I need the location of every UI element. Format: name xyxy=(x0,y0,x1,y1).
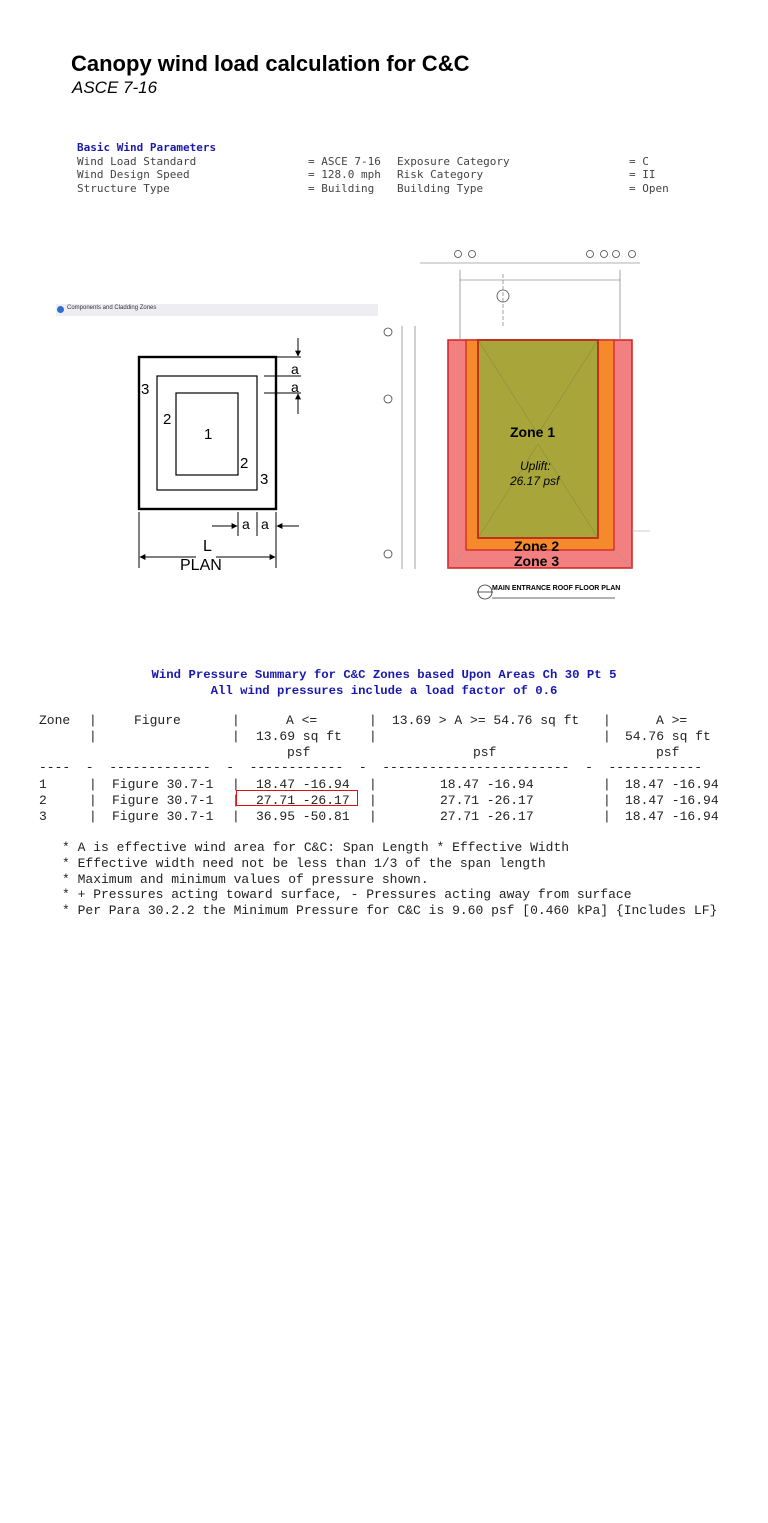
row-zone: 1 xyxy=(39,777,47,792)
col-separator: | xyxy=(603,777,611,792)
col-separator: | xyxy=(89,729,97,744)
col-header-large-area: A >= xyxy=(656,713,688,728)
param-label: Building Type xyxy=(397,181,484,195)
row-value-small: 36.95 -50.81 xyxy=(256,809,350,824)
row-value-mid: 18.47 -16.94 xyxy=(440,777,534,792)
param-value: = C xyxy=(629,154,649,168)
col-unit: psf xyxy=(287,745,311,760)
row-value-large: 18.47 -16.94 xyxy=(625,777,719,792)
col-separator: | xyxy=(232,729,240,744)
zone-1-title: Zone 1 xyxy=(510,424,556,440)
page-subtitle: ASCE 7-16 xyxy=(72,78,158,97)
col-header-large-area-2: 54.76 sq ft xyxy=(625,729,711,744)
row-value-large: 18.47 -16.94 xyxy=(625,793,719,808)
notes-list xyxy=(62,840,717,919)
param-label: Wind Design Speed xyxy=(77,168,190,181)
col-separator: | xyxy=(369,713,377,728)
zone-2-label: 2 xyxy=(163,411,172,428)
zone-2-label: 2 xyxy=(240,455,249,472)
param-label: Wind Load Standard xyxy=(77,154,197,168)
zone-3-label: 3 xyxy=(260,471,269,488)
col-header-mid-area: 13.69 > A >= 54.76 sq ft xyxy=(392,713,580,728)
basic-wind-parameters xyxy=(77,141,669,195)
uplift-label: Uplift: xyxy=(520,459,551,473)
plan-label: PLAN xyxy=(180,557,222,574)
param-value: = Building xyxy=(308,181,375,195)
zones-figure-header: Components and Cladding Zones xyxy=(67,305,157,311)
col-separator: | xyxy=(89,809,97,824)
params-header: Basic Wind Parameters xyxy=(77,141,217,154)
row-zone: 3 xyxy=(39,809,47,824)
col-separator: | xyxy=(603,729,611,744)
col-header-small-area: A <= xyxy=(286,713,318,728)
zone-3-label: 3 xyxy=(141,381,150,398)
params-row xyxy=(77,168,656,182)
row-value-mid: 27.71 -26.17 xyxy=(440,793,534,808)
col-separator: | xyxy=(603,713,611,728)
zone-2-title: Zone 2 xyxy=(514,538,560,554)
param-label: Structure Type xyxy=(77,181,170,195)
highlight-box xyxy=(236,790,358,806)
zone-1-label: 1 xyxy=(204,426,213,443)
summary-title-line-1: Wind Pressure Summary for C&C Zones based Upon Areas Ch 30 Pt 5 xyxy=(151,668,617,682)
row-figure: Figure 30.7-1 xyxy=(112,809,214,824)
param-value: = ASCE 7-16 xyxy=(308,154,381,168)
dimension-a-label: a xyxy=(242,516,250,532)
row-zone: 2 xyxy=(39,793,47,808)
col-separator: | xyxy=(369,729,377,744)
col-separator: | xyxy=(232,809,240,824)
row-figure: Figure 30.7-1 xyxy=(112,793,214,808)
col-separator: | xyxy=(603,793,611,808)
col-header-figure: Figure xyxy=(134,713,181,728)
dimension-a-label: a xyxy=(291,379,299,395)
table-rule: ---- - ------------- - ------------ - ------------------------ - ------------ xyxy=(39,760,703,775)
row-value-large: 18.47 -16.94 xyxy=(625,809,719,824)
dimension-L-label: L xyxy=(203,538,212,555)
col-separator: | xyxy=(369,777,377,792)
summary-title-line-2: All wind pressures include a load factor of 0.6 xyxy=(210,684,558,698)
col-separator: | xyxy=(232,777,240,792)
col-unit: psf xyxy=(656,745,680,760)
page-title: Canopy wind load calculation for C&C xyxy=(71,51,470,76)
col-header-small-area-2: 13.69 sq ft xyxy=(256,729,342,744)
zones-figure-header-bar xyxy=(56,304,378,316)
info-icon xyxy=(57,306,64,313)
col-separator: | xyxy=(89,793,97,808)
note-item: * Maximum and minimum values of pressure shown. xyxy=(62,871,429,887)
note-item: * Per Para 30.2.2 the Minimum Pressure for C&C is 9.60 psf [0.460 kPa] {Includes LF} xyxy=(62,903,718,919)
uplift-value: 26.17 psf xyxy=(510,474,560,488)
col-header-zone: Zone xyxy=(39,713,71,728)
note-item: * + Pressures acting toward surface, - Pressures acting away from surface xyxy=(62,887,632,903)
cc-zones-diagram xyxy=(56,316,378,588)
dimension-a-label: a xyxy=(291,361,299,377)
param-label: Exposure Category xyxy=(397,154,510,168)
param-value: = II xyxy=(629,168,656,181)
zone-3-title: Zone 3 xyxy=(514,553,560,569)
row-value-small: 18.47 -16.94 xyxy=(256,777,350,792)
floor-plan-caption: MAIN ENTRANCE ROOF FLOOR PLAN xyxy=(492,585,621,592)
params-row xyxy=(77,154,649,169)
col-separator: | xyxy=(603,809,611,824)
note-item: * Effective width need not be less than 1/3 of the span length xyxy=(62,855,546,871)
col-unit: psf xyxy=(473,745,497,760)
param-value: = 128.0 mph xyxy=(308,168,381,181)
row-value-mid: 27.71 -26.17 xyxy=(440,809,534,824)
col-separator: | xyxy=(89,713,97,728)
col-separator: | xyxy=(369,793,377,808)
row-figure: Figure 30.7-1 xyxy=(112,777,214,792)
dimension-a-label: a xyxy=(261,516,269,532)
param-value: = Open xyxy=(629,181,669,195)
param-label: Risk Category xyxy=(397,168,484,181)
pressure-summary-table xyxy=(0,713,768,825)
col-separator: | xyxy=(232,713,240,728)
col-separator: | xyxy=(232,793,240,808)
row-value-small-highlighted: 27.71 -26.17 xyxy=(256,793,350,808)
params-row xyxy=(77,181,669,196)
col-separator: | xyxy=(89,777,97,792)
col-separator: | xyxy=(369,809,377,824)
note-item: * A is effective wind area for C&C: Span Length * Effective Width xyxy=(62,840,570,855)
